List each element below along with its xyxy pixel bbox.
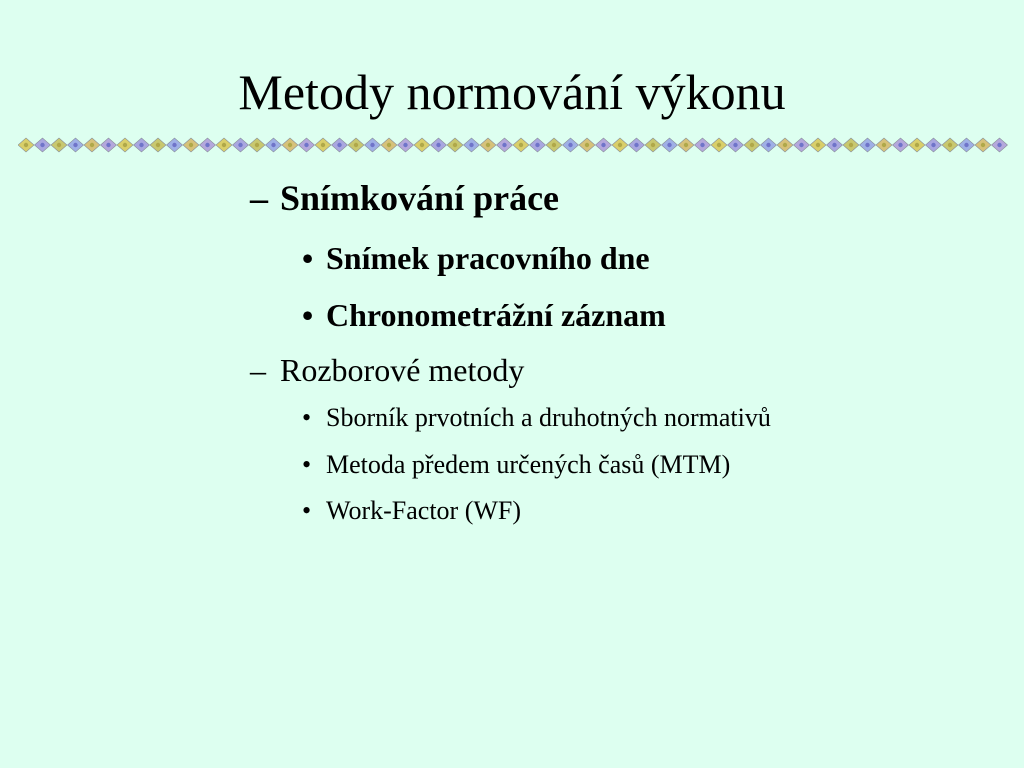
divider-bead-center [766,143,770,147]
dash-marker: – [250,178,268,218]
divider-bead-center [222,143,226,147]
divider-bead-center [882,143,886,147]
divider-bead-center [568,143,572,147]
list-item-label: Metoda předem určených časů (MTM) [326,450,731,479]
divider-bead-center [997,143,1001,147]
divider-bead-center [964,143,968,147]
divider-bead-center [288,143,292,147]
dash-marker: – [250,352,266,388]
divider-bead-center [139,143,143,147]
divider-bead-center [453,143,457,147]
divider-bead-center [519,143,523,147]
bullet-marker: • [302,240,314,276]
divider-bead-center [865,143,869,147]
divider-bead-center [535,143,539,147]
section-label: Snímkování práce [280,178,560,218]
section-label: Rozborové metody [280,352,525,388]
bullet-marker: • [302,297,314,333]
divider-bead-center [552,143,556,147]
divider-bead-center [469,143,473,147]
divider-bead-center [57,143,61,147]
divider-bead-center [90,143,94,147]
divider-bead-center [172,143,176,147]
bullet-marker: • [302,403,312,432]
divider-bead-center [816,143,820,147]
divider-bead-center [403,143,407,147]
divider-bead-center [700,143,704,147]
divider-bead-center [271,143,275,147]
divider-bead-center [585,143,589,147]
beaded-divider [18,136,1008,154]
divider-bead-center [387,143,391,147]
divider-bead-center [502,143,506,147]
list-item [302,402,771,434]
divider-bead-center [321,143,325,147]
divider-bead-center [981,143,985,147]
divider-bead-center [354,143,358,147]
divider-bead-center [238,143,242,147]
divider-bead-center [832,143,836,147]
divider-bead-center [205,143,209,147]
list-item-label: Chronometrážní záznam [326,297,666,333]
divider-bead-center [684,143,688,147]
divider-bead-center [733,143,737,147]
divider-bead-center [849,143,853,147]
divider-bead-center [436,143,440,147]
divider-bead-center [106,143,110,147]
divider-bead-center [304,143,308,147]
divider-bead-center [486,143,490,147]
divider-bead-center [931,143,935,147]
bullet-marker: • [302,496,312,525]
divider-bead-center [915,143,919,147]
list-item-label: Snímek pracovního dne [326,240,650,276]
divider-bead-center [255,143,259,147]
list-item [302,495,521,527]
slide-title: Metody normování výkonu [238,64,786,120]
divider-bead-center [40,143,44,147]
divider-bead-center [73,143,77,147]
list-item [302,295,666,335]
section-heading-rozborove [250,350,524,390]
divider-bead-center [24,143,28,147]
divider-bead-center [123,143,127,147]
divider-bead-center [420,143,424,147]
section-heading-snimkovani [250,176,559,220]
divider-bead-center [634,143,638,147]
divider-bead-center [667,143,671,147]
divider-bead-center [898,143,902,147]
divider-bead-center [618,143,622,147]
divider-bead-center [337,143,341,147]
divider-bead-center [601,143,605,147]
divider-bead-center [799,143,803,147]
divider-bead-center [948,143,952,147]
list-item [302,238,650,278]
divider-bead-center [750,143,754,147]
divider-bead-center [156,143,160,147]
divider-bead-center [717,143,721,147]
bullet-marker: • [302,450,312,479]
divider-bead-center [651,143,655,147]
divider-bead-center [189,143,193,147]
list-item-label: Work-Factor (WF) [326,496,522,525]
list-item [302,449,730,481]
divider-bead-center [783,143,787,147]
divider-bead-center [370,143,374,147]
list-item-label: Sborník prvotních a druhotných normativů [326,403,771,432]
